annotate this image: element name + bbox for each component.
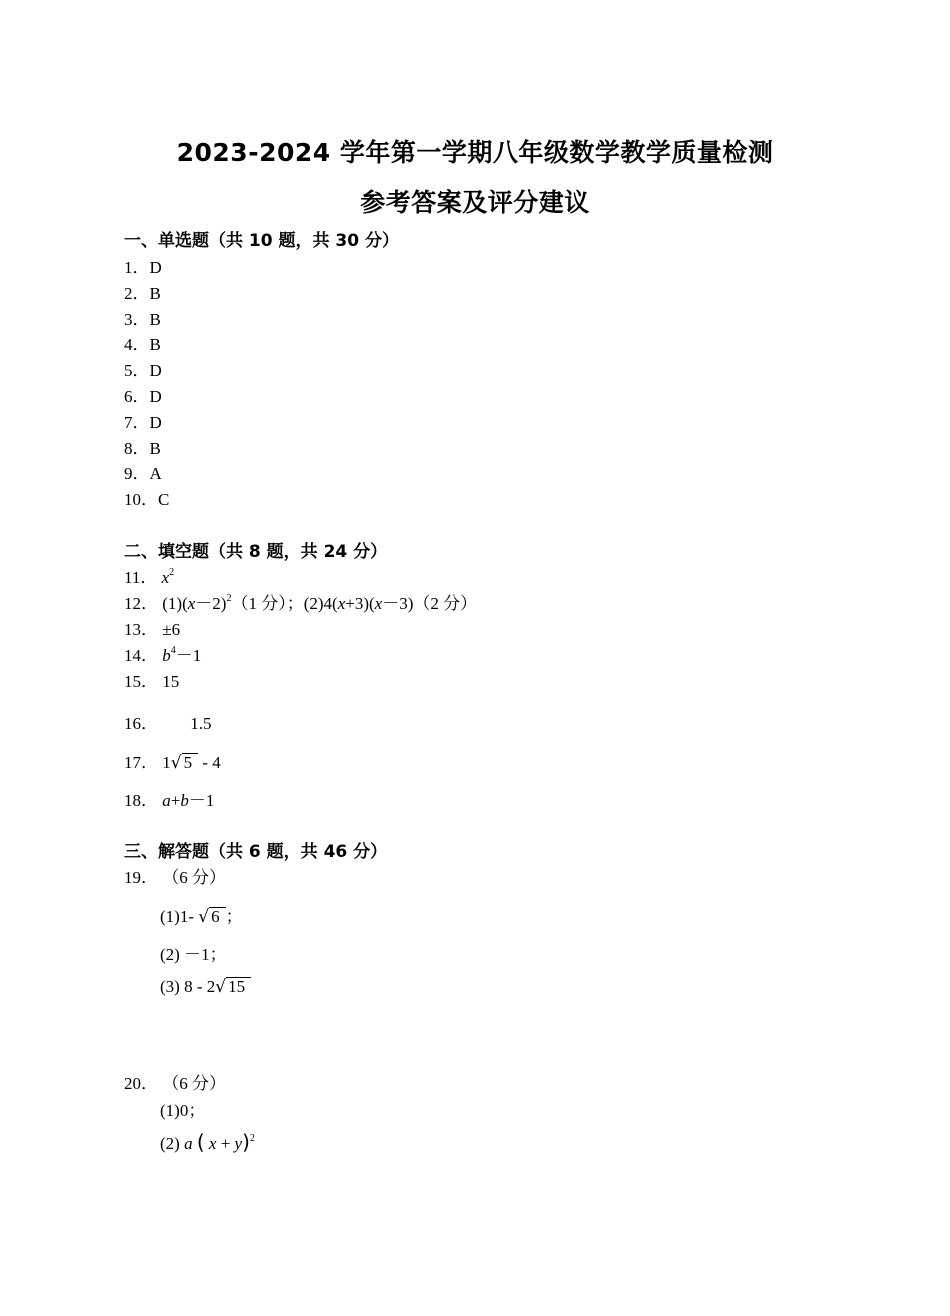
square-root — [215, 977, 251, 997]
document-title: 2023-2024 学年第一学期八年级数学教学质量检测 — [176, 138, 774, 167]
answer-variable: x — [161, 568, 170, 587]
answer-12 — [124, 589, 477, 614]
mc-answer-row — [124, 279, 161, 304]
answer-choice: D — [149, 258, 162, 277]
answer-choice: D — [149, 387, 162, 406]
answer-14 — [124, 641, 201, 666]
mc-answer-row — [124, 434, 161, 459]
radicand: 15 — [226, 977, 251, 995]
mc-answer-row — [124, 408, 162, 433]
question-number: 14． — [124, 646, 158, 665]
answer-text: ±6 — [162, 620, 181, 639]
answer-variable: y — [234, 1134, 243, 1153]
answer-18 — [124, 786, 214, 811]
question-number: 19． — [124, 868, 158, 887]
answer-19-header — [124, 863, 226, 888]
answer-17 — [124, 748, 221, 773]
answer-text: + — [216, 1134, 235, 1153]
question-number: 18． — [124, 791, 158, 810]
answer-exponent: 2 — [169, 567, 175, 578]
answer-text: +3)( — [345, 594, 375, 613]
square-root — [198, 907, 225, 927]
answer-text: （1 分）；(2)4( — [231, 594, 338, 613]
radical-sign-icon: √ — [215, 977, 227, 997]
answer-20-header — [124, 1069, 226, 1094]
radicand: 6 — [209, 907, 226, 925]
score-note: （6 分） — [162, 868, 226, 887]
answer-exponent: 2 — [249, 1133, 255, 1144]
question-number: 1． — [124, 258, 150, 277]
answer-variable: x — [337, 594, 346, 613]
answer-19-part-3 — [160, 977, 251, 997]
answer-variable: b — [162, 646, 171, 665]
question-number: 7． — [124, 413, 150, 432]
answer-exponent: 4 — [170, 645, 176, 656]
score-note: （6 分） — [162, 1074, 226, 1093]
question-number: 6． — [124, 387, 150, 406]
answer-variable: x — [374, 594, 383, 613]
mc-answer-row — [124, 459, 162, 484]
close-paren: ) — [242, 1130, 250, 1154]
answer-11 — [124, 563, 174, 588]
answer-choice: A — [149, 464, 162, 483]
answer-text: ； — [225, 907, 243, 926]
answer-text: (1)1- — [160, 907, 199, 926]
radical-sign-icon: √ — [170, 753, 182, 773]
question-number: 9． — [124, 464, 150, 483]
section-heading-solutions: 三、解答题（共 6 题，共 46 分） — [124, 842, 388, 862]
answer-text: 15 — [162, 672, 180, 691]
answer-exponent: 2 — [226, 593, 232, 604]
question-number: 13． — [124, 620, 158, 639]
mc-answer-row — [124, 253, 162, 278]
question-number: 8． — [124, 439, 150, 458]
answer-19-part-1 — [160, 902, 243, 927]
question-number: 5． — [124, 361, 150, 380]
answer-text: 1.5 — [190, 714, 212, 733]
answer-choice: B — [149, 335, 161, 354]
question-number: 17． — [124, 753, 158, 772]
open-paren: ( — [196, 1130, 205, 1154]
document-subtitle: 参考答案及评分建议 — [360, 188, 590, 217]
answer-choice: B — [149, 310, 161, 329]
section-heading-fill-in: 二、填空题（共 8 题，共 24 分） — [124, 542, 388, 562]
answer-13 — [124, 615, 180, 640]
answer-text: －1 — [175, 646, 202, 665]
answer-20-part-2 — [160, 1130, 255, 1154]
square-root — [171, 753, 198, 773]
question-number: 10． — [124, 490, 158, 509]
question-number: 12． — [124, 594, 158, 613]
answer-variable: b — [180, 791, 189, 810]
answer-variable: x — [208, 1134, 217, 1153]
answer-text: 1 — [162, 753, 171, 772]
answer-text: (3) 8 - 2 — [160, 977, 216, 996]
answer-variable: x — [187, 594, 196, 613]
question-number: 3． — [124, 310, 150, 329]
answer-choice: B — [149, 284, 161, 303]
section-heading-multiple-choice: 一、单选题（共 10 题，共 30 分） — [124, 231, 399, 251]
mc-answer-row — [124, 382, 162, 407]
answer-text: －2) — [195, 594, 227, 613]
mc-answer-row — [124, 356, 162, 381]
answer-choice: D — [149, 361, 162, 380]
mc-answer-row — [124, 305, 161, 330]
question-number: 11． — [124, 568, 158, 587]
mc-answer-row — [124, 485, 169, 510]
answer-16 — [124, 709, 212, 734]
answer-text: - 4 — [198, 753, 221, 772]
answer-15 — [124, 667, 179, 692]
answer-text: + — [170, 791, 181, 810]
answer-text: (1)( — [162, 594, 188, 613]
radical-sign-icon: √ — [198, 907, 210, 927]
answer-text: －3)（2 分） — [382, 594, 478, 613]
answer-text: (2) — [160, 1134, 185, 1153]
answer-choice: D — [149, 413, 162, 432]
question-number: 20． — [124, 1074, 158, 1093]
answer-choice: B — [149, 439, 161, 458]
question-number: 2． — [124, 284, 150, 303]
question-number: 15． — [124, 672, 158, 691]
answer-variable: a — [184, 1134, 193, 1153]
radicand: 5 — [182, 753, 199, 771]
mc-answer-row — [124, 330, 161, 355]
answer-variable: a — [162, 791, 171, 810]
answer-19-part-2: (2) －1； — [160, 945, 227, 964]
answer-text: －1 — [188, 791, 215, 810]
answer-20-part-1: (1)0； — [160, 1101, 206, 1120]
answer-choice: C — [158, 490, 170, 509]
question-number: 4． — [124, 335, 150, 354]
question-number: 16． — [124, 714, 158, 733]
